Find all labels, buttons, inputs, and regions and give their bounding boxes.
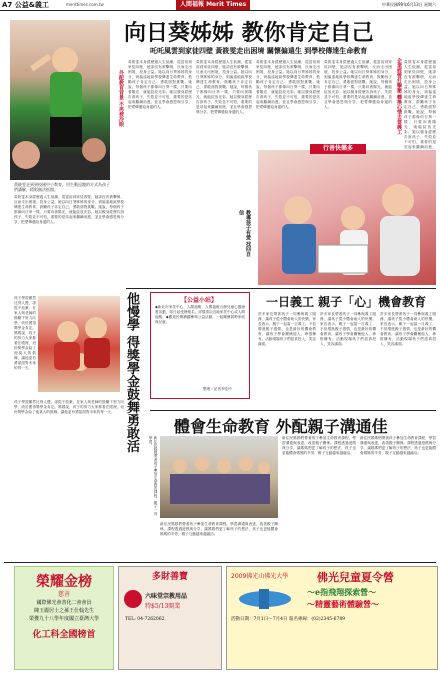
divider-low [150, 410, 436, 411]
ad2-name: 六味堂宗教用品 [145, 593, 188, 600]
ad3-title: 2009佛光山佛光大學 [231, 573, 289, 580]
ad3-info: 活動日期：7月1日～7月4日 報名專線：(02)2345-6789 [231, 617, 346, 622]
ad1-line-3: 榮獲九十八學年度國立臺灣大學 [28, 616, 99, 622]
site-url[interactable]: merittimes.com.tw [66, 2, 104, 7]
lotus-seal-icon [123, 589, 143, 609]
group-class-photo [160, 436, 278, 518]
story1-subhead: 吒吒風雲到家徒四壁 黃筱雯走出困境 關懷偏遠生 到學校傳達生命教育 [150, 46, 368, 55]
story4-body-col-3: 新住民媽媽們帶著孩子參加生命教育課程，學習溝通與表達，改善親子關係。課程透過遊戲與分享，讓媽媽們更了解孩子的想法，孩子也更能體會媽媽的辛勞，親子互動越來越融洽。 [160, 522, 278, 536]
ad2-phone: TEL: 04-7262062 [125, 617, 165, 622]
story1-body-col-2: 黃筱雯本身經歷過人生低潮，從富裕到家徒四壁，她卻沒有被擊倒，反而走出困境，投身公益。她以向日葵姊姊的身分，到偏遠地區學校傳達生命教育，鼓勵孩子肯定自己、勇敢面對挑戰。她說，每個孩子都像向日葵一樣，只要向著陽光，就能綻放光彩。她以親身經歷告訴孩子，失敗並不可怕，重要的是站起來繼續前進，並且學會感恩與分享，把愛傳遞給身邊的人。 [196, 60, 252, 114]
story3-body-col-3: 許多家長帶著孩子一同參與義工服務，讓孩子從小體會助人的快樂。家長表示，親子一起當一日義工，不但增進親子感情，也是最好的機會教育，讓孩子學會關懷他人、珍惜擁有。活動現場孩子們認真投入，笑容滿面。 [380, 312, 436, 346]
story4-body-col-2: 新住民媽媽們帶著孩子參加生命教育課程，學習溝通與表達，改善親子關係。課程透過遊戲與分享，讓媽媽們更了解孩子的想法，孩子也更能體會媽媽的辛勞，親子互動越來越融洽。 [360, 436, 436, 455]
masthead [0, 0, 440, 11]
ad3-line-2: ～精靈藝術體驗營～ [307, 599, 379, 609]
ad1-sub: 慈善 [57, 591, 70, 598]
ad2-price: 特$5/13開業 [145, 603, 181, 610]
story2-body-col-1: 孩子學習雖然比別人慢，卻從不放棄，在家人與老師的鼓勵下努力向學，終於獲得獎學金肯定。媽媽說，孩子的努力大家都看在眼裡，這份獎學金給了他莫大的鼓舞，讓他更有勇氣面對未來的每一天。 [14, 400, 124, 414]
story2-vertical-headline: 他慢學 得獎學金鼓舞勇敢活 [124, 292, 139, 453]
story3-body-col-1: 許多家長帶著孩子一同參與義工服務，讓孩子從小體會助人的快樂。家長表示，親子一起當一日義工，不但增進親子感情，也是最好的機會教育，讓孩子學會關懷他人、珍惜擁有。活動現場孩子們認真投入，笑容滿面。 [258, 312, 316, 346]
speaker-figure-illustration [10, 20, 110, 180]
story1-body-col-3: 黃筱雯本身經歷過人生低潮，從富裕到家徒四壁，她卻沒有被擊倒，反而走出困境，投身公益。她以向日葵姊姊的身分，到偏遠地區學校傳達生命教育，鼓勵孩子肯定自己、勇敢面對挑戰。她說，每個孩子都像向日葵一樣，只要向著陽光，就能綻放光彩。她以親身經歷告訴孩子，失敗並不可怕，重要的是站起來繼續前進，並且學會感恩與分享，把愛傳遞給身邊的人。 [256, 60, 320, 109]
ad1-footer: 化工科全國榜首 [32, 630, 96, 640]
notice-byline: 整理／記者李佳玲 [203, 387, 232, 391]
divider-ads [4, 562, 436, 563]
story4-body-col-1: 新住民媽媽們帶著孩子參加生命教育課程，學習溝通與表達，改善親子關係。課程透過遊戲與分享，讓媽媽們更了解孩子的想法，孩子也更能體會媽媽的辛勞，親子互動越來越融洽。 [282, 436, 356, 455]
ad1-title: 榮耀金榜 [36, 574, 92, 590]
notice-title: 【公益小站】 [181, 297, 218, 304]
family-illustration [38, 296, 120, 392]
group-illustration [160, 436, 278, 518]
notice-body: ◆新北市家扶中心、人間福報、人間福報合辦兒童心靈繪畫活動，即日起受理報名，詳情請洽各地家扶中心或人間福報。◆歡迎民眾踴躍參與公益活動，一起關懷弱勢家庭與兒童。 [155, 305, 245, 324]
ad1-line-2: 陳玉麗居士之孫王仕翰先生 [33, 608, 94, 614]
newspaper-logo: 人間福報 Merit Times [176, 0, 250, 10]
children-illustration [258, 150, 436, 285]
story1-body-col-5: 黃筱雯本身經歷過人生低潮，從富裕到家徒四壁，她卻沒有被擊倒，反而走出困境，投身公益。她以向日葵姊姊的身分，到偏遠地區學校傳達生命教育，鼓勵孩子肯定自己、勇敢面對挑戰。她說，每個孩子都像向日葵一樣，只要向著陽光，就能綻放光彩。她以親身經歷告訴孩子，失敗並不可怕，重要的是站起來繼續前進， [404, 60, 436, 149]
ad3-line-1: ～e指飛翔探索營～ [307, 587, 377, 597]
divider-mid [126, 288, 436, 289]
children-reading-photo [258, 150, 436, 285]
story1-headline: 向日葵姊姊 教你肯定自己 [124, 20, 374, 46]
scholarship-family-photo [38, 296, 120, 392]
ad-summer-camp [226, 566, 438, 670]
volunteer-speaker-photo [10, 20, 110, 180]
story1-pull-quote: 教導孩子有愛 找回自信 [238, 210, 251, 257]
issue-date: 中華民國99年6月13日 星期六 [382, 2, 436, 7]
story4-headline: 體會生命教育 外配親子溝通佳 [174, 417, 388, 436]
story1-body-col-1: 黃筱雯本身經歷過人生低潮，從富裕到家徒四壁，她卻沒有被擊倒，反而走出困境，投身公益。她以向日葵姊姊的身分，到偏遠地區學校傳達生命教育，鼓勵孩子肯定自己、勇敢面對挑戰。她說，每個孩子都像向日葵一樣，只要向著陽光，就能綻放光彩。她以親身經歷告訴孩子，失敗並不可怕，重要的是站起來繼續前進，並且學會感恩與分享，把愛傳遞給身邊的人。 [128, 60, 192, 109]
story3-headline: 一日義工 親子「心」機會教育 [266, 295, 427, 309]
story1-side-quote-2: 企業經營打擊壓 轉換心情去當義工 [396, 58, 402, 135]
story2-body-col-2: 孩子學習雖然比別人慢，卻從不放棄，在家人與老師的鼓勵下努力向學，終於獲得獎學金肯定。媽媽說，孩子的努力大家都看在眼裡，這份獎學金給了他莫大的鼓舞，讓他更有勇氣面對未來的每一天。 [14, 296, 36, 370]
ad1-line-1: 國際佛光會善化二會會員 [36, 600, 92, 606]
story1-side-quote-1: 外配教育背景 不再被冷眼 [118, 70, 124, 127]
ad2-title: 多財善寶 [151, 572, 188, 582]
story1-body-col-4: 黃筱雯本身經歷過人生低潮，從富裕到家徒四壁，她卻沒有被擊倒，反而走出困境，投身公益。她以向日葵姊姊的身分，到偏遠地區學校傳達生命教育，鼓勵孩子肯定自己、勇敢面對挑戰。她說，每個孩子都像向日葵一樣，只要向著陽光，就能綻放光彩。她以親身經歷告訴孩子，失敗並不可怕，重要的是站起來繼續前進，並且學會感恩與分享，把愛傳遞給身邊的人。 [324, 60, 392, 109]
notice-box [150, 292, 250, 399]
group-photo-caption: 新住民媽媽帶著孩子參加生命教育課程，親子一同學習。 [149, 436, 158, 516]
ad-religious-goods [118, 566, 222, 670]
ad3-headline: 佛光兒童夏令營 [317, 571, 394, 584]
story3-banner: 行善快樂多 [310, 144, 366, 154]
ad-scholarship-honor [14, 566, 114, 670]
story3-body-col-2: 許多家長帶著孩子一同參與義工服務，讓孩子從小體會助人的快樂。家長表示，親子一起當一日義工，不但增進親子感情，也是最好的機會教育，讓孩子學會關懷他人、珍惜擁有。活動現場孩子們認真投入，笑容滿面。 [320, 312, 376, 346]
airplane-icon [235, 585, 295, 613]
section-label: A7 公益&義工 [2, 1, 49, 9]
speaker-photo-caption: 黃筱雯走到到校國中小教育，用生動逗趣的方式為孩子們講解，精彩無法抵擋。 [14, 182, 110, 192]
story1-body-col-6: 黃筱雯本身經歷過人生低潮，從富裕到家徒四壁，她卻沒有被擊倒，反而走出困境，投身公益。她以向日葵姊姊的身分，到偏遠地區學校傳達生命教育，鼓勵孩子肯定自己、勇敢面對挑戰。她說，每個孩子都像向日葵一樣，只要向著陽光，就能綻放光彩。她以親身經歷告訴孩子，失敗並不可怕，重要的是站起來繼續前進，並且學會感恩與分享，把愛傳遞給身邊的人。 [14, 195, 124, 224]
